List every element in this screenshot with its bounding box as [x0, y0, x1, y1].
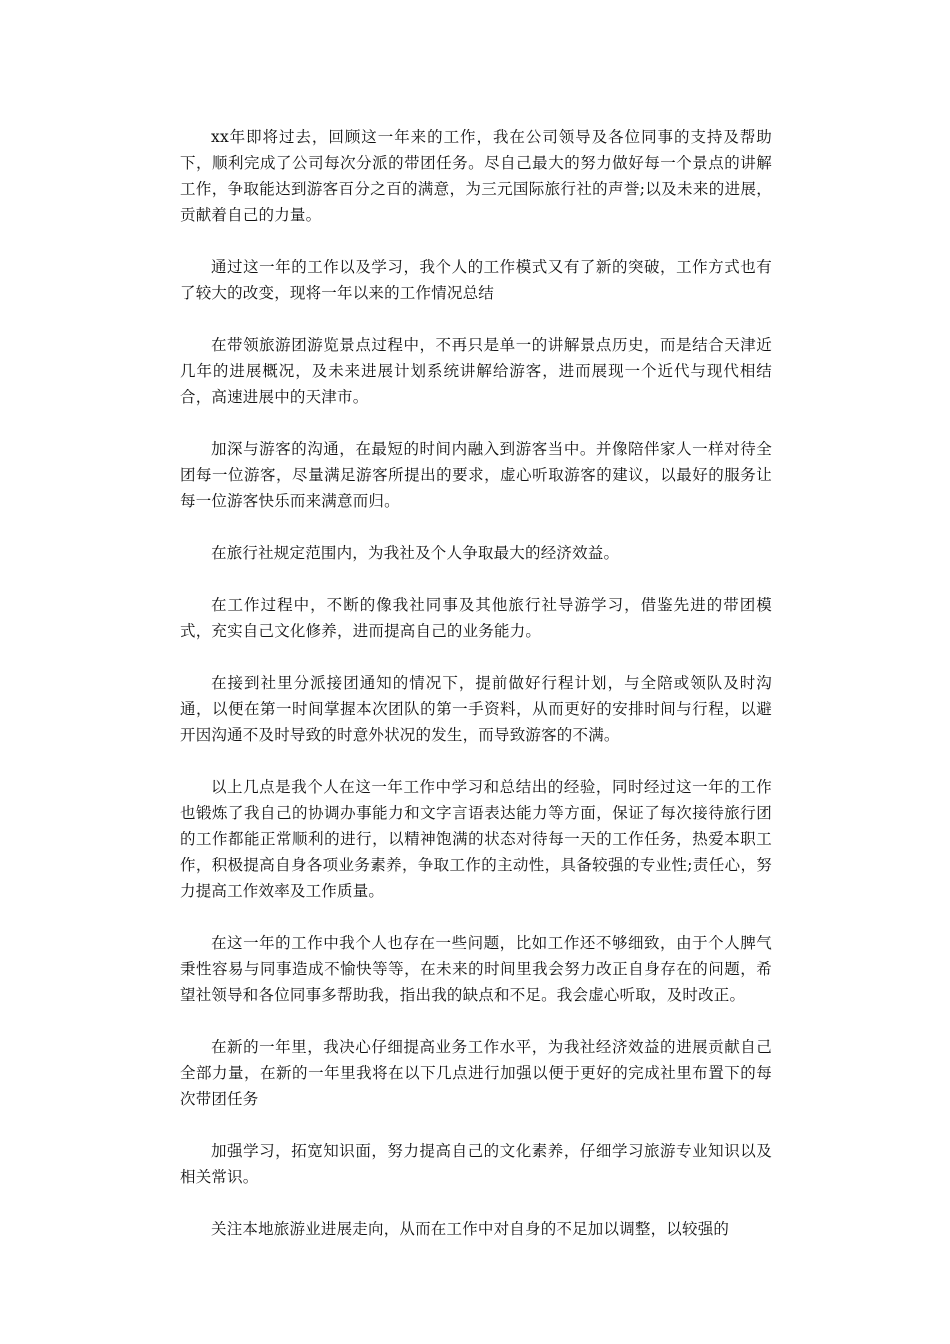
- paragraph-2: 通过这一年的工作以及学习，我个人的工作模式又有了新的突破，工作方式也有了较大的改变，现将一年以来的工作情况总结: [180, 258, 772, 302]
- paragraph-11: 加强学习，拓宽知识面，努力提高自己的文化素养，仔细学习旅游专业知识以及相关常识。: [180, 1142, 772, 1186]
- paragraph-4: 加深与游客的沟通，在最短的时间内融入到游客当中。并像陪伴家人一样对待全团每一位游客，尽量满足游客所提出的要求，虚心听取游客的建议，以最好的服务让每一位游客快乐而来满意而归。: [180, 440, 772, 510]
- paragraph-8: 以上几点是我个人在这一年工作中学习和总结出的经验，同时经过这一年的工作也锻炼了我自己的协调办事能力和文字言语表达能力等方面，保证了每次接待旅行团的工作都能正常顺利的进行，以精神饱满的状态对待每一天的工作任务，热爱本职工作，积极提高自身各项业务素养，争取工作的主动性，具备较强的专业性;责任心，努力提高工作效率及工作质量。: [180, 778, 772, 900]
- paragraph-10: 在新的一年里，我决心仔细提高业务工作水平，为我社经济效益的进展贡献自己全部力量，在新的一年里我将在以下几点进行加强以便于更好的完成社里布置下的每次带团任务: [180, 1038, 772, 1108]
- paragraph-7: 在接到社里分派接团通知的情况下，提前做好行程计划，与全陪或领队及时沟通，以便在第一时间掌握本次团队的第一手资料，从而更好的安排时间与行程，以避开因沟通不及时导致的时意外状况的发生，而导致游客的不满。: [180, 674, 772, 744]
- paragraph-1: xx年即将过去，回顾这一年来的工作，我在公司领导及各位同事的支持及帮助下，顺利完成了公司每次分派的带团任务。尽自己最大的努力做好每一个景点的讲解工作，争取能达到游客百分之百的满意，为三元国际旅行社的声誉;以及未来的进展，贡献着自己的力量。: [180, 128, 772, 224]
- paragraph-5: 在旅行社规定范围内，为我社及个人争取最大的经济效益。: [211, 544, 620, 562]
- paragraph-6: 在工作过程中，不断的像我社同事及其他旅行社导游学习，借鉴先进的带团模式，充实自己文化修养，进而提高自己的业务能力。: [180, 596, 772, 640]
- paragraph-3: 在带领旅游团游览景点过程中，不再只是单一的讲解景点历史，而是结合天津近几年的进展概况，及未来进展计划系统讲解给游客，进而展现一个近代与现代相结合，高速进展中的天津市。: [180, 336, 772, 406]
- document-body: [180, 124, 772, 1268]
- paragraph-9: 在这一年的工作中我个人也存在一些问题，比如工作还不够细致，由于个人脾气秉性容易与同事造成不愉快等等，在未来的时间里我会努力改正自身存在的问题，希望社领导和各位同事多帮助我，指出我的缺点和不足。我会虚心听取，及时改正。: [180, 934, 772, 1004]
- paragraph-12: 关注本地旅游业进展走向，从而在工作中对自身的不足加以调整，以较强的: [211, 1220, 730, 1238]
